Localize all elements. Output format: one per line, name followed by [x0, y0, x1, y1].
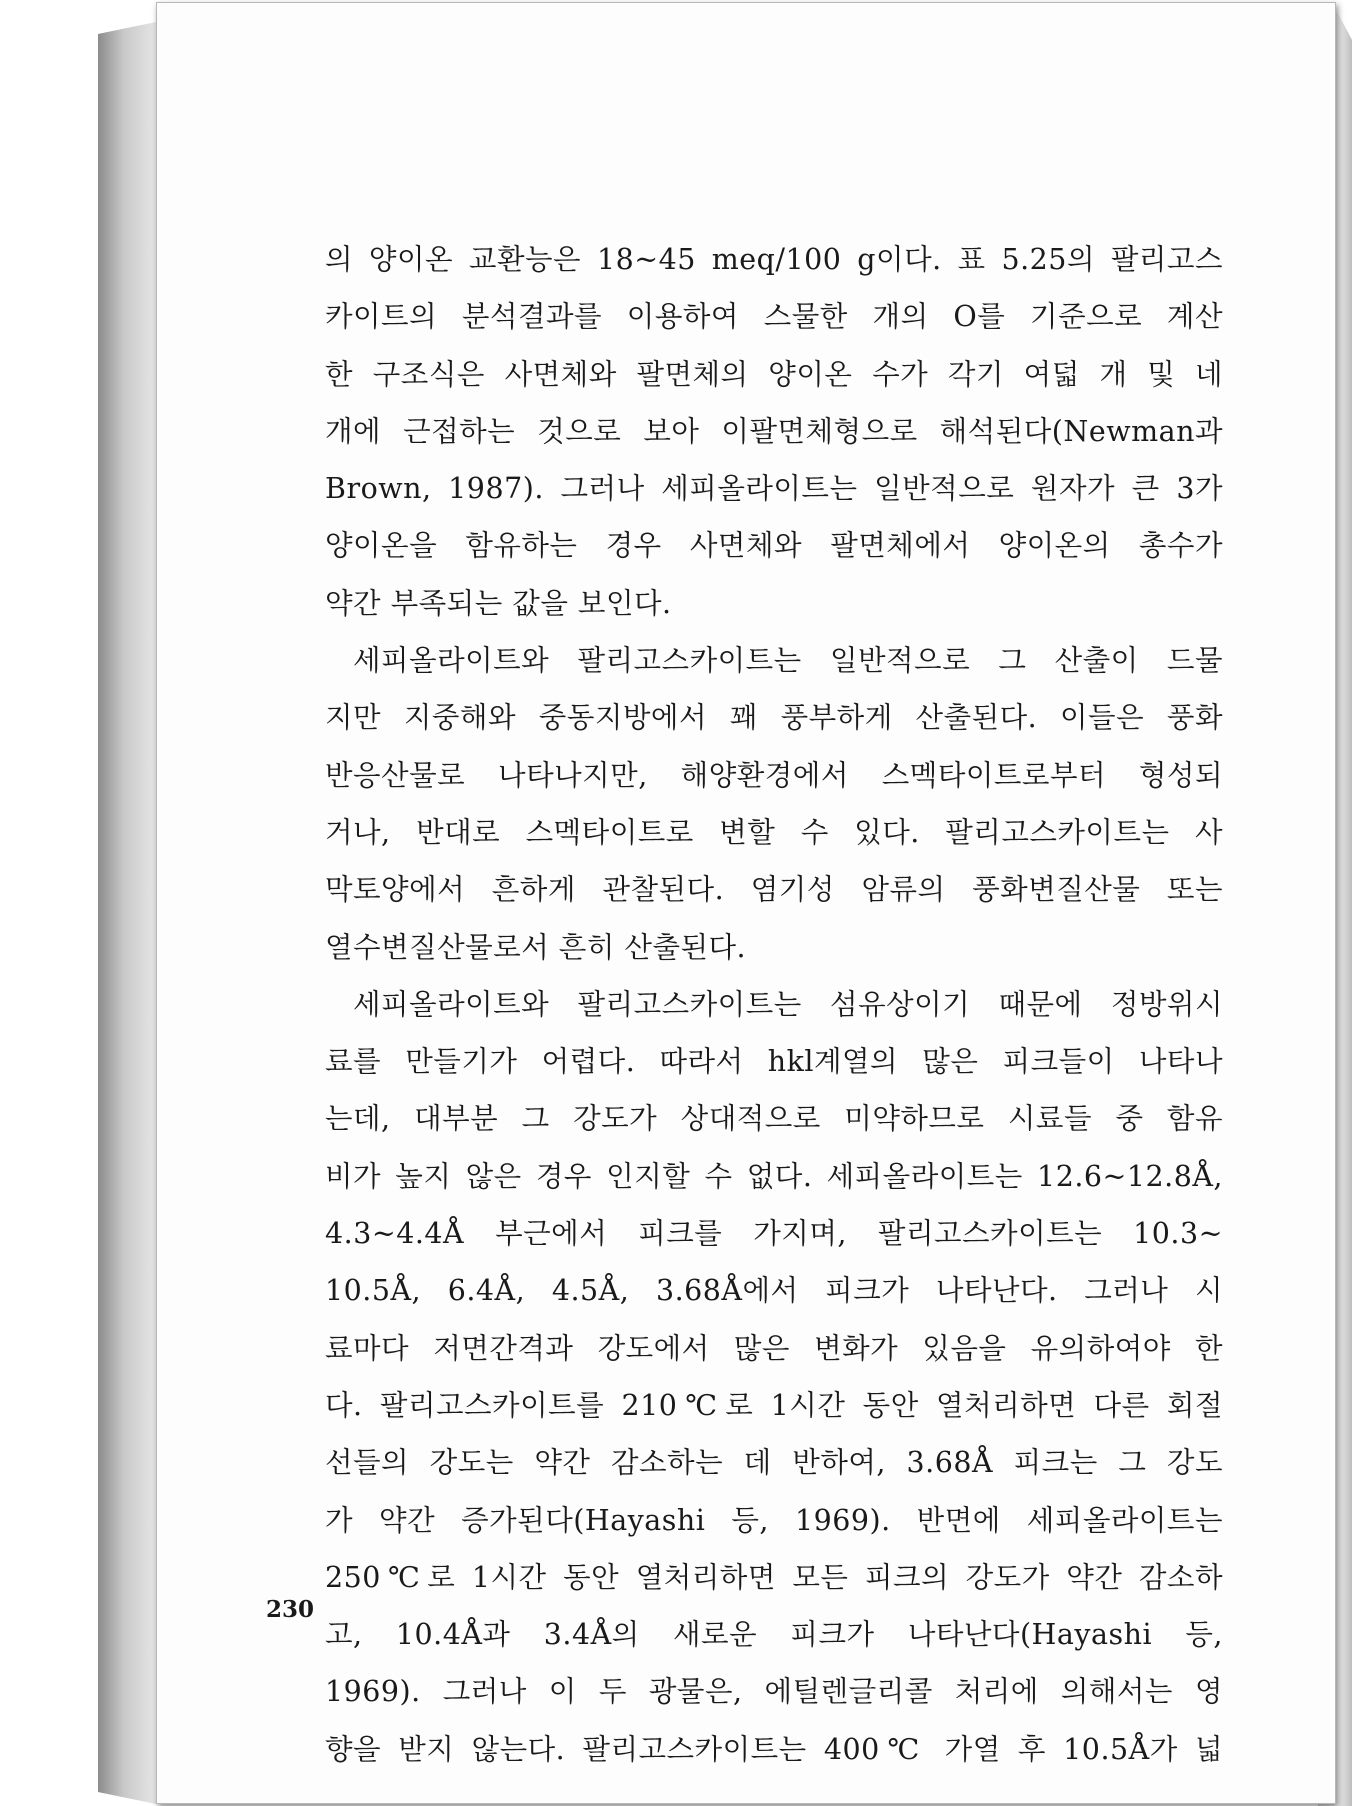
- text-line: 막토양에서 흔하게 관찰된다. 염기성 암류의 풍화변질산물 또는: [325, 873, 1223, 907]
- text-line: Brown, 1987). 그러나 세피올라이트는 일반적으로 원자가 큰 3가: [325, 472, 1223, 506]
- text-line: 선들의 강도는 약간 감소하는 데 반하여, 3.68Å 피크는 그 강도: [325, 1446, 1223, 1480]
- text-line: 개에 근접하는 것으로 보아 이팔면체형으로 해석된다(Newman과: [325, 414, 1223, 448]
- text-line: 거나, 반대로 스멕타이트로 변할 수 있다. 팔리고스카이트는 사: [325, 815, 1223, 849]
- book-page: [156, 2, 1336, 1804]
- text-line: 의 양이온 교환능은 18~45 meq/100 g이다. 표 5.25의 팔리고스: [325, 243, 1223, 276]
- text-line: 10.5Å, 6.4Å, 4.5Å, 3.68Å에서 피크가 나타난다. 그러나 시: [325, 1274, 1223, 1308]
- text-line: 료를 만들기가 어렵다. 따라서 hkl계열의 많은 피크들이 나타나: [325, 1045, 1223, 1079]
- text-line: 세피올라이트와 팔리고스카이트는 일반적으로 그 산출이 드물: [353, 644, 1223, 678]
- text-line: 료마다 저면간격과 강도에서 많은 변화가 있음을 유의하여야 한: [325, 1331, 1223, 1365]
- text-line: 250℃로 1시간 동안 열처리하면 모든 피크의 강도가 약간 감소하: [325, 1560, 1223, 1594]
- page-number: 230: [266, 1596, 315, 1623]
- text-line: 가 약간 증가된다(Hayashi 등, 1969). 반면에 세피올라이트는: [325, 1503, 1223, 1537]
- text-line: 는데, 대부분 그 강도가 상대적으로 미약하므로 시료들 중 함유: [325, 1102, 1223, 1136]
- text-line: 지만 지중해와 중동지방에서 꽤 풍부하게 산출된다. 이들은 풍화: [325, 701, 1223, 735]
- text-line: 약간 부족되는 값을 보인다.: [325, 586, 672, 620]
- text-line: 열수변질산물로서 흔히 산출된다.: [325, 930, 747, 964]
- text-line: 한 구조식은 사면체와 팔면체의 양이온 수가 각기 여덟 개 및 네: [325, 357, 1223, 391]
- text-line: 다. 팔리고스카이트를 210℃로 1시간 동안 열처리하면 다른 회절: [325, 1388, 1223, 1422]
- text-line: 세피올라이트와 팔리고스카이트는 섬유상이기 때문에 정방위시: [353, 987, 1223, 1021]
- text-line: 비가 높지 않은 경우 인지할 수 없다. 세피올라이트는 12.6~12.8Å,: [325, 1159, 1223, 1193]
- text-line: 양이온을 함유하는 경우 사면체와 팔면체에서 양이온의 총수가: [325, 529, 1223, 563]
- text-line: 카이트의 분석결과를 이용하여 스물한 개의 O를 기준으로 계산: [325, 300, 1223, 334]
- text-line: 1969). 그러나 이 두 광물은, 에틸렌글리콜 처리에 의해서는 영: [325, 1675, 1223, 1709]
- text-line: 4.3~4.4Å 부근에서 피크를 가지며, 팔리고스카이트는 10.3~: [325, 1217, 1223, 1251]
- text-line: 향을 받지 않는다. 팔리고스카이트는 400℃ 가열 후 10.5Å가 넓: [325, 1732, 1223, 1766]
- text-line: 반응산물로 나타나지만, 해양환경에서 스멕타이트로부터 형성되: [325, 758, 1223, 792]
- book-spine: [98, 22, 156, 1804]
- text-line: 고, 10.4Å과 3.4Å의 새로운 피크가 나타난다(Hayashi 등,: [325, 1618, 1223, 1652]
- body-text: [325, 231, 1223, 1778]
